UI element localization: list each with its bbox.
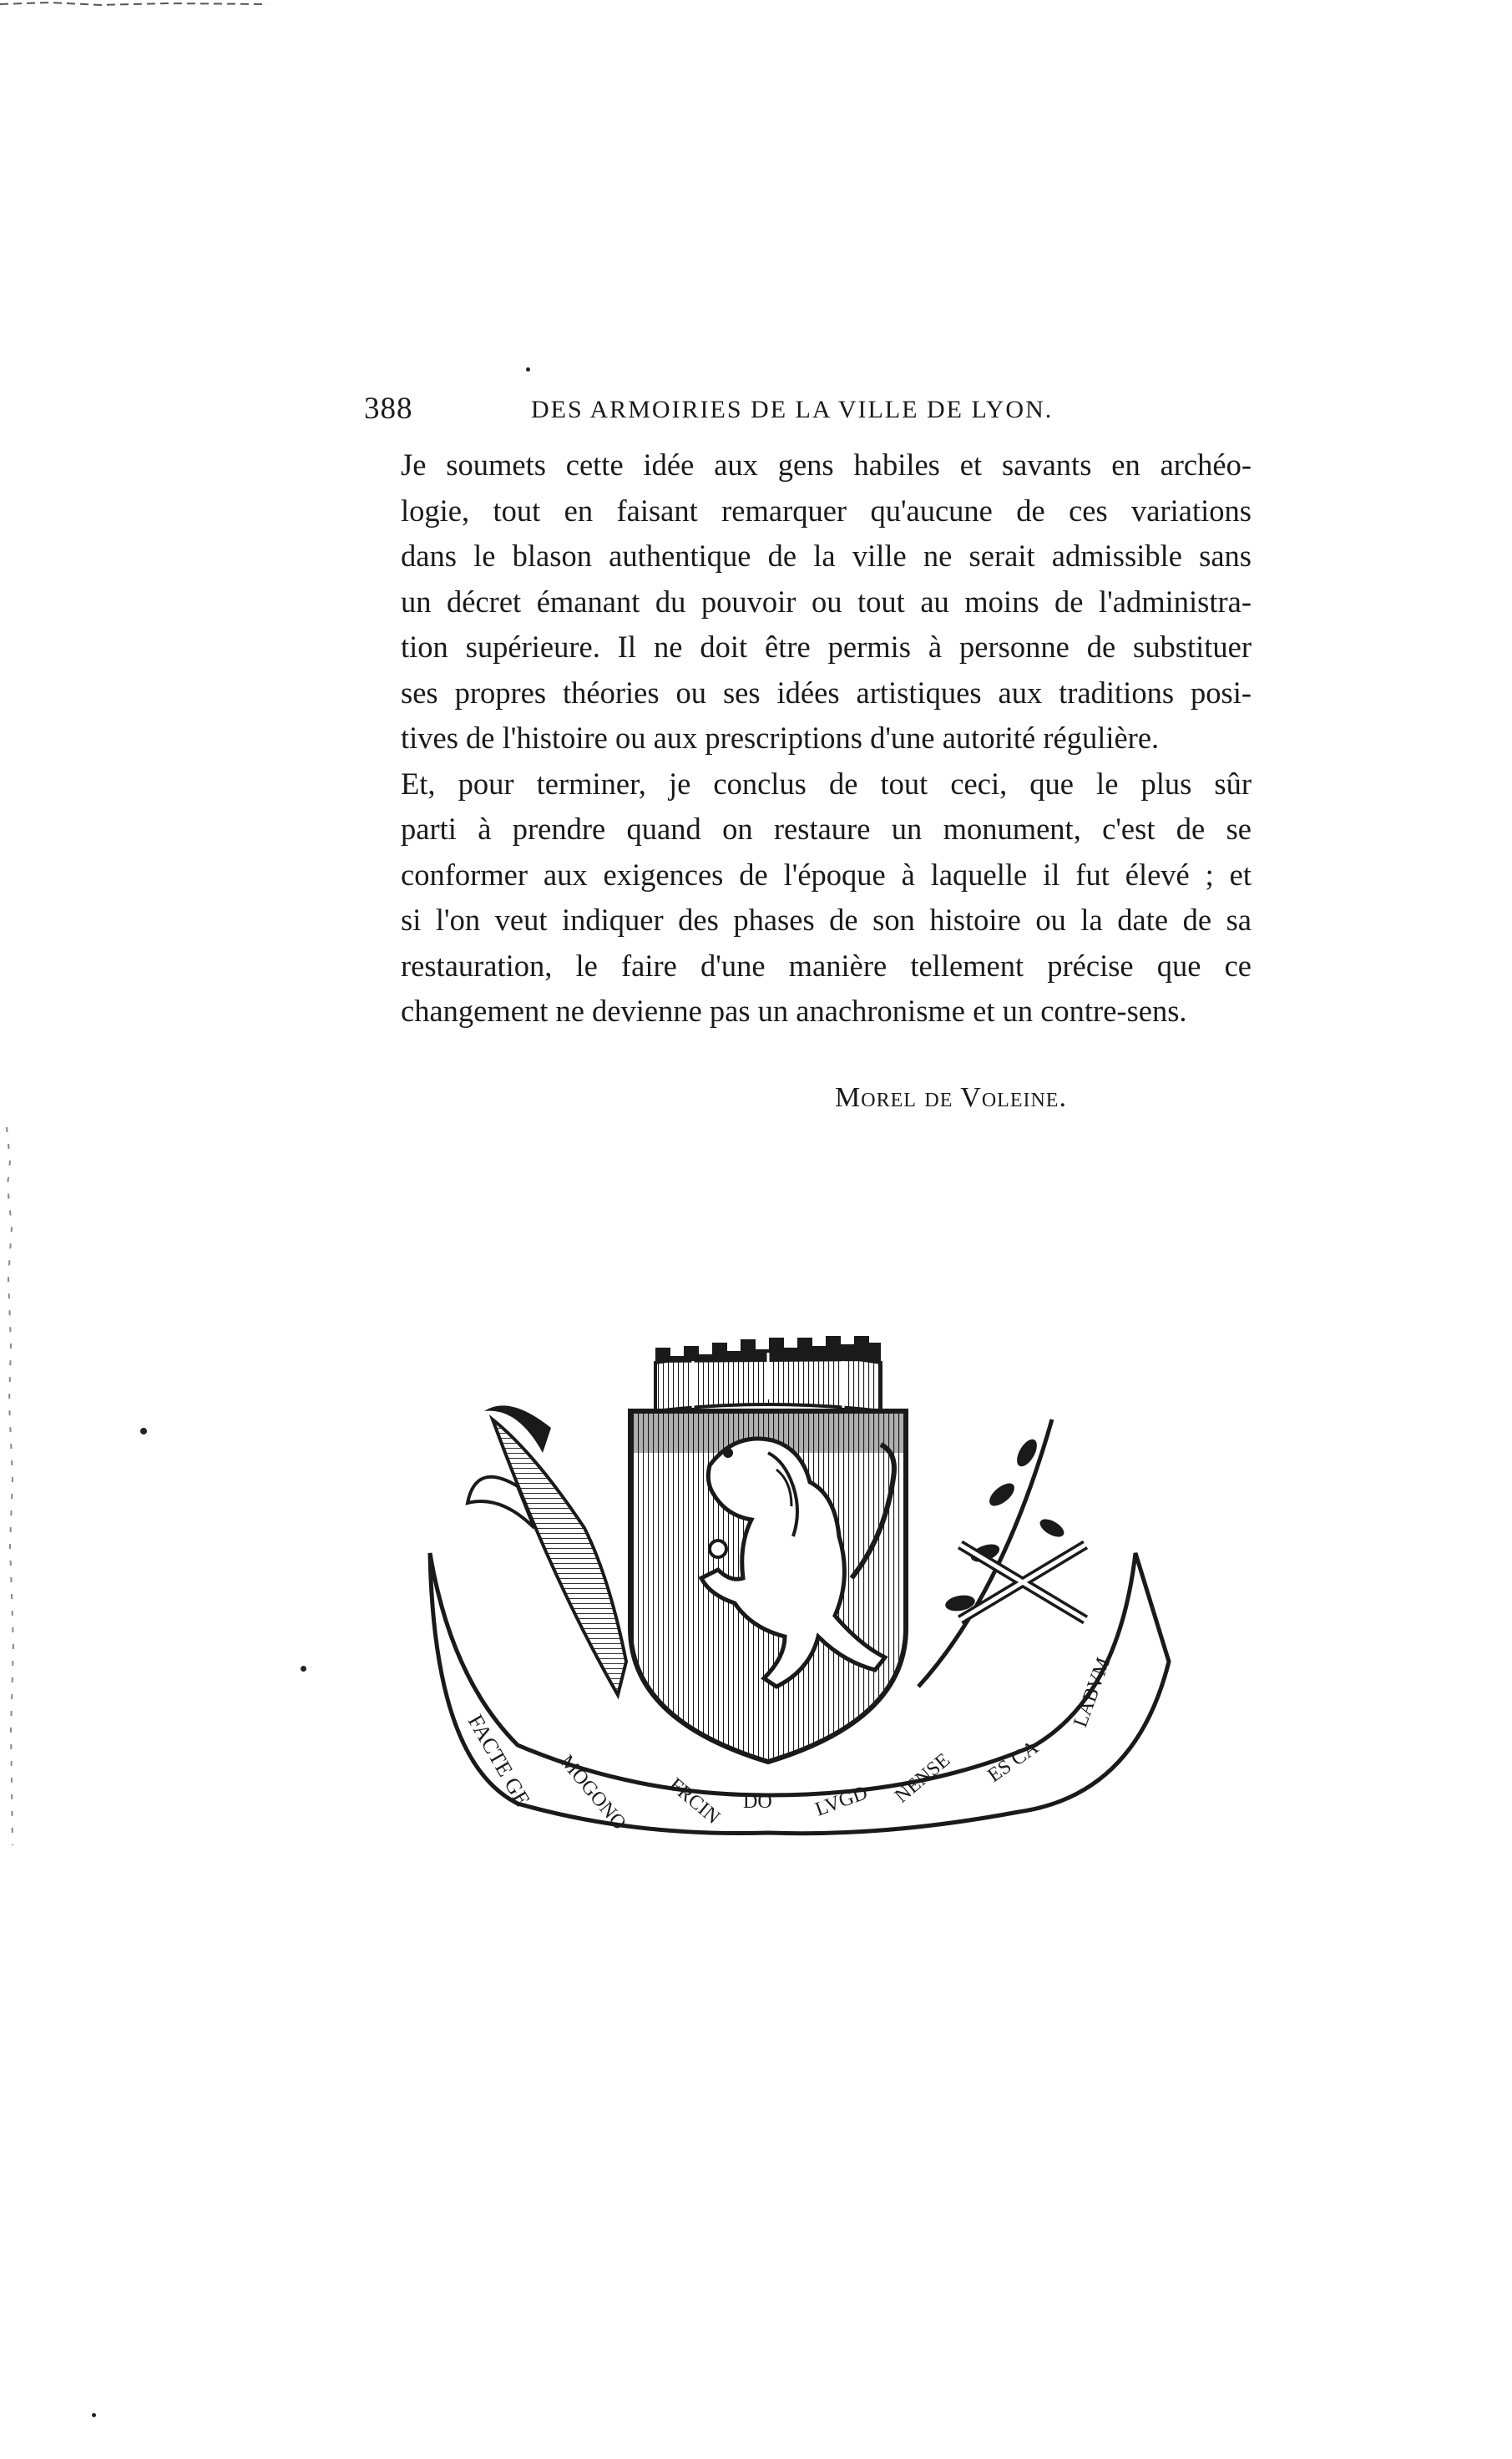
ink-speck xyxy=(301,1666,306,1672)
ribbon-text: ES CA xyxy=(984,1736,1043,1787)
ribbon-text: NENSE xyxy=(891,1748,955,1808)
ribbon-text: MOGONO xyxy=(555,1751,630,1834)
ink-speck xyxy=(526,367,530,372)
text-line: parti à prendre quand on restaure un monument, c'est de se xyxy=(401,812,1252,846)
text-line: dans le blason authentique de la ville ne serait admissible sans xyxy=(401,539,1252,573)
text-line: un décret émanant du pouvoir ou tout au moins de l'administra- xyxy=(401,584,1252,619)
ribbon-text: LVGD xyxy=(812,1782,871,1821)
text-line: changement ne devienne pas un anachronisme et un contre-sens. xyxy=(401,994,1187,1028)
paragraph-2 xyxy=(364,761,1252,1035)
ribbon-text: DO xyxy=(743,1791,772,1813)
body-text xyxy=(364,443,1252,1035)
ink-speck xyxy=(92,2413,96,2417)
text-line: ses propres théories ou ses idées artistiques aux traditions posi- xyxy=(401,675,1252,710)
ribbon-text: FRCIN xyxy=(665,1773,725,1829)
text-line: conformer aux exigences de l'époque à laquelle il fut élevé ; et xyxy=(401,857,1252,892)
text-line: restauration, le faire d'une manière tellement précise que ce xyxy=(401,948,1252,983)
text-line: si l'on veut indiquer des phases de son histoire ou la date de sa xyxy=(401,903,1252,937)
text-line: logie, tout en faisant remarquer qu'aucune de ces variations xyxy=(401,493,1252,528)
feather-branch-icon xyxy=(468,1405,626,1695)
text-line: tives de l'histoire ou aux prescriptions d'une autorité régulière. xyxy=(401,721,1160,755)
author-signature: Morel de Voleine. xyxy=(835,1082,1067,1113)
text-line: Et, pour terminer, je conclus de tout ceci, que le plus sûr xyxy=(401,766,1252,801)
top-edge-scratch xyxy=(0,0,267,12)
ribbon-text: LABVM xyxy=(1070,1654,1115,1731)
margin-scratch-marks xyxy=(0,1127,22,1962)
page-number: 388 xyxy=(364,392,413,426)
ribbon-text: FACTE GE xyxy=(463,1710,535,1811)
lyon-coat-of-arms-engraving xyxy=(417,1328,1202,1845)
paragraph-1 xyxy=(364,443,1252,761)
text-line: tion supérieure. Il ne doit être permis à personne de substituer xyxy=(401,630,1252,664)
mural-crown-icon xyxy=(655,1336,881,1411)
chapter-title: DES ARMOIRIES DE LA VILLE DE LYON. xyxy=(531,396,1054,423)
laurel-and-crossed-swords-icon xyxy=(918,1419,1085,1687)
ink-speck xyxy=(140,1428,147,1434)
text-line: Je soumets cette idée aux gens habiles et savants en archéo- xyxy=(401,448,1252,482)
